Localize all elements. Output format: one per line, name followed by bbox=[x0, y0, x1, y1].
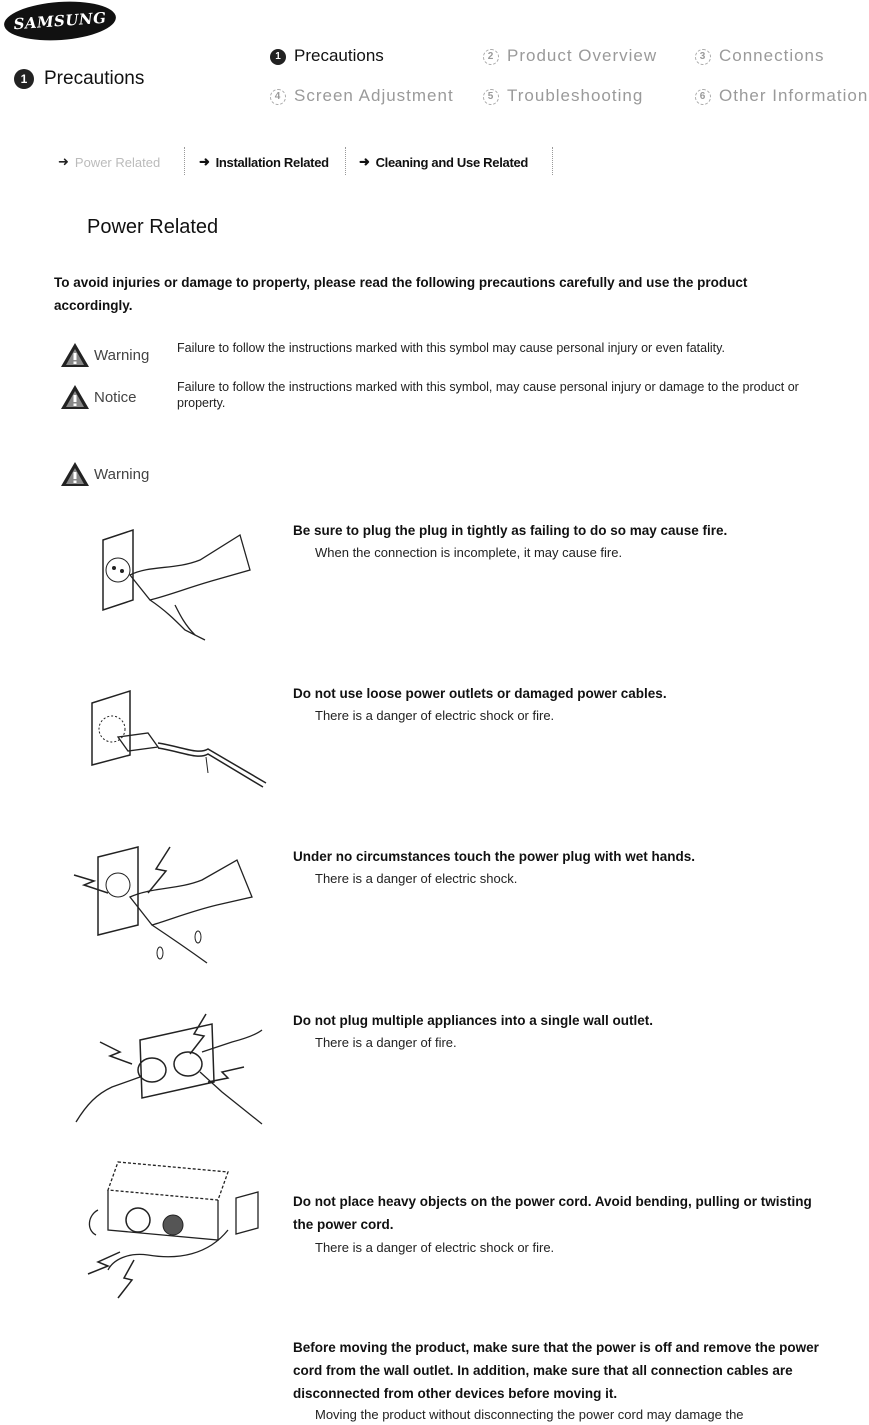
damaged-cable-illustration bbox=[88, 685, 268, 790]
subtab-cleaning-and-use-related[interactable]: ➜ Cleaning and Use Related bbox=[359, 154, 529, 170]
item-1-title: Be sure to plug the plug in tightly as failing to do so may cause fire. bbox=[293, 523, 728, 538]
warning-triangle-icon bbox=[60, 461, 90, 487]
warning-heading: Warning bbox=[60, 461, 149, 487]
arrow-right-icon: ➜ bbox=[199, 154, 210, 169]
wet-hands-illustration bbox=[72, 845, 272, 965]
item-5-desc: There is a danger of electric shock or fire. bbox=[315, 1240, 555, 1255]
item-4-title: Do not plug multiple appliances into a single wall outlet. bbox=[293, 1013, 654, 1028]
number-6-icon: 6 bbox=[695, 89, 711, 105]
precautions-number-icon: 1 bbox=[14, 69, 34, 89]
nav-product-overview[interactable]: 2 Product Overview bbox=[483, 46, 657, 66]
plug-insert-illustration bbox=[95, 525, 265, 645]
warning-triangle-icon bbox=[60, 342, 90, 368]
multiple-plugs-illustration bbox=[72, 1012, 264, 1127]
tab-divider bbox=[345, 147, 346, 175]
arrow-right-icon: ➜ bbox=[58, 154, 69, 169]
page-title-label: Precautions bbox=[44, 68, 145, 89]
item-3-title: Under no circumstances touch the power plug with wet hands. bbox=[293, 849, 696, 864]
samsung-logo bbox=[3, 0, 117, 44]
item-1-desc: When the connection is incomplete, it may cause fire. bbox=[315, 545, 623, 560]
heavy-object-cord-illustration bbox=[78, 1160, 263, 1300]
item-5-title: Do not place heavy objects on the power cord. Avoid bending, pulling or twisting the power cord. bbox=[293, 1194, 812, 1232]
tab-divider bbox=[184, 147, 185, 175]
number-1-icon: 1 bbox=[270, 49, 286, 65]
item-3-desc: There is a danger of electric shock. bbox=[315, 871, 518, 886]
nav-precautions[interactable]: 1 Precautions bbox=[270, 46, 384, 66]
subtab-power-related[interactable]: ➜ Power Related bbox=[58, 154, 161, 170]
item-2-desc: There is a danger of electric shock or fire. bbox=[315, 708, 555, 723]
nav-troubleshooting[interactable]: 5 Troubleshooting bbox=[483, 86, 643, 106]
tab-divider bbox=[552, 147, 553, 175]
logo-text: SAMSUNG bbox=[12, 8, 108, 34]
legend-warning-desc: Failure to follow the instructions marked with this symbol may cause personal injury or even fatality. bbox=[177, 341, 725, 355]
nav-connections[interactable]: 3 Connections bbox=[695, 46, 825, 66]
number-4-icon: 4 bbox=[270, 89, 286, 105]
arrow-right-icon: ➜ bbox=[359, 154, 370, 169]
legend-notice: Notice bbox=[60, 384, 137, 410]
number-5-icon: 5 bbox=[483, 89, 499, 105]
notice-triangle-icon bbox=[60, 384, 90, 410]
page-title bbox=[14, 68, 144, 90]
item-2-title: Do not use loose power outlets or damaged power cables. bbox=[293, 686, 667, 701]
intro-text: To avoid injuries or damage to property, please read the following precautions carefully and use the product accordingly. bbox=[54, 275, 748, 313]
item-6-title: Before moving the product, make sure that the power is off and remove the power cord from the wall outlet. In addition, make sure that all connection cables are disconnected from other devices before moving it. bbox=[293, 1340, 819, 1401]
nav-other-information[interactable]: 6 Other Information bbox=[695, 86, 868, 106]
nav-screen-adjustment[interactable]: 4 Screen Adjustment bbox=[270, 86, 454, 106]
subtab-installation-related[interactable]: ➜ Installation Related bbox=[199, 154, 329, 170]
item-6-desc: Moving the product without disconnecting the power cord may damage the bbox=[315, 1407, 744, 1422]
number-2-icon: 2 bbox=[483, 49, 499, 65]
legend-warning: Warning bbox=[60, 342, 149, 368]
legend-notice-desc: Failure to follow the instructions marked with this symbol, may cause personal injury or damage to the product or property. bbox=[177, 380, 799, 410]
number-3-icon: 3 bbox=[695, 49, 711, 65]
item-4-desc: There is a danger of fire. bbox=[315, 1035, 457, 1050]
section-title: Power Related bbox=[87, 216, 219, 238]
